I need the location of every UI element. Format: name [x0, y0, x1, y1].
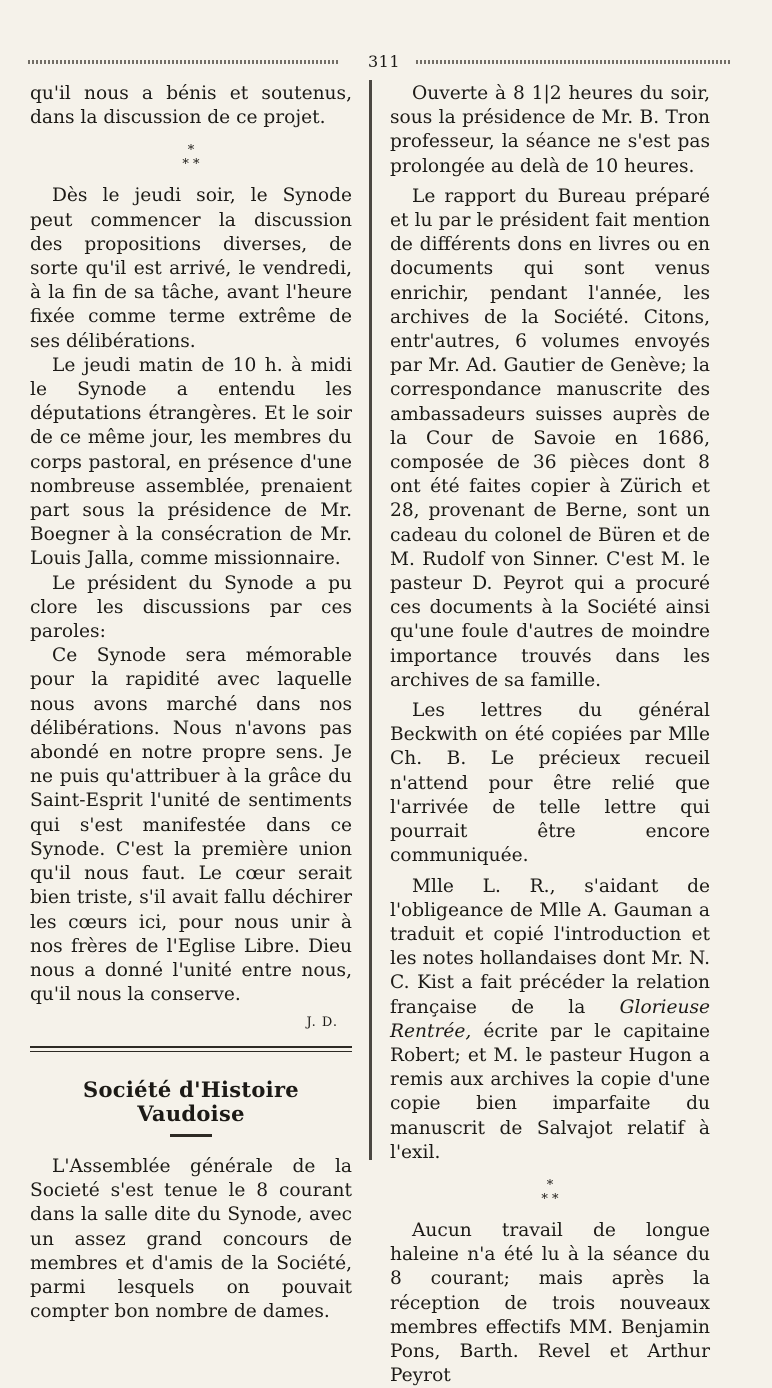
- paragraph: Le rapport du Bureau préparé et lu par le président fait mention de différents dons en livres ou en documents qui sont venus enrichir, pendant l'année, les archives de la Société. Citons, entr'autres, 6 volumes envoyés par Mr. Ad. Gautier de Genève; la correspondance manuscrite des ambassadeurs suisses auprès de la Cour de Savoie en 1686, composée de 36 pièces dont 8 ont été faites copier à Zürich et 28, provenant de Berne, sont un cadeau du colonel de Büren et de M. Rudolf von Sinner. C'est M. le pasteur D. Peyrot qui a procuré ces documents à la Société ainsi qu'une foule d'autres de moindre importance trouvés dans les archives de sa famille.: [390, 185, 710, 691]
- section-separator-stars: * * *: [541, 1177, 559, 1207]
- paragraph: qu'il nous a bénis et soutenus, dans la discussion de ce projet.: [30, 83, 352, 129]
- section-separator-stars: * * *: [182, 143, 200, 173]
- right-column: [390, 82, 710, 1388]
- paragraph: Ouverte à 8 1|2 heures du soir, sous la présidence de Mr. B. Tron professeur, la séance ne s'est pas prolongée au delà de 10 heures.: [390, 83, 710, 177]
- paragraph: L'Assemblée générale de la Societé s'est tenue le 8 courant dans la salle dite du Synode, avec un assez grand concours de membres et d'amis de la Société, parmi lesquels on pouvait compter bon nombre de dames.: [30, 1155, 352, 1323]
- page-number: 311: [367, 52, 401, 71]
- italic-title: Glorieuse Rentrée,: [390, 996, 710, 1042]
- left-column: [30, 82, 352, 1324]
- author-signature: J. D.: [306, 1015, 338, 1031]
- title-underline: [170, 1134, 212, 1137]
- paragraph: Les lettres du général Beckwith on été copiées par Mlle Ch. B. Le précieux recueil n'attend pour être relié que l'arrivée de telle lettre qui pourrait être encore communiquée.: [390, 700, 710, 867]
- section-title: Société d'Histoire Vaudoise: [83, 1076, 299, 1126]
- paragraph: Le jeudi matin de 10 h. à midi le Synode a entendu les députations étrangères. Et le soir de ce même jour, les membres du corps pastoral, en présence d'une nombreuse assemblée, prenaient part sous la présidence de Mr. Boegner à la consécration de Mr. Louis Jalla, comme missionnaire.: [30, 354, 352, 570]
- paragraph: Dès le jeudi soir, le Synode peut commencer la discussion des propositions diverses, de sorte qu'il est arrivé, le vendredi, à la fin de sa tâche, avant l'heure fixée comme terme extrême de ses délibérations.: [30, 185, 352, 352]
- quotation: Ce Synode sera mémorable pour la rapidité avec laquelle nous avons marché dans nos délibérations. Nous n'avons pas abondé en notre propre sens. Je ne puis qu'attribuer à la grâce du Saint-Esprit l'unité de sentiments qui s'est manifestée dans ce Synode. C'est la première union qu'il nous faut. Le cœur serait bien triste, s'il avait fallu déchirer les cœurs ici, pour nous unir à nos frères de l'Eglise Libre. Dieu nous a donné l'unité entre nous, qu'il nous la conserve.: [30, 645, 352, 1006]
- header-rule-right: [416, 60, 732, 64]
- header-rule-left: [28, 60, 338, 64]
- column-divider: [369, 80, 372, 1160]
- page-header: [28, 52, 732, 70]
- paragraph: Le président du Synode a pu clore les discussions par ces paroles:: [30, 572, 352, 643]
- paragraph: Mlle L. R., s'aidant de l'obligeance de Mlle A. Gauman a traduit et copié l'introduction et les notes hollandaises dont Mr. N. C. Kist a fait précéder la relation française de la Glorieuse Rentrée, écrite par le capitaine Robert; et M. le pasteur Hugon a remis aux archives la copie d'une copie bien imparfaite du manuscrit de Salvajot relatif à l'exil.: [390, 875, 710, 1163]
- paragraph: Aucun travail de longue haleine n'a été lu à la séance du 8 courant; mais après la réception de trois nouveaux membres effectifs MM. Benjamin Pons, Barth. Revel et Arthur Peyrot: [390, 1219, 710, 1387]
- section-divider: [30, 1046, 352, 1052]
